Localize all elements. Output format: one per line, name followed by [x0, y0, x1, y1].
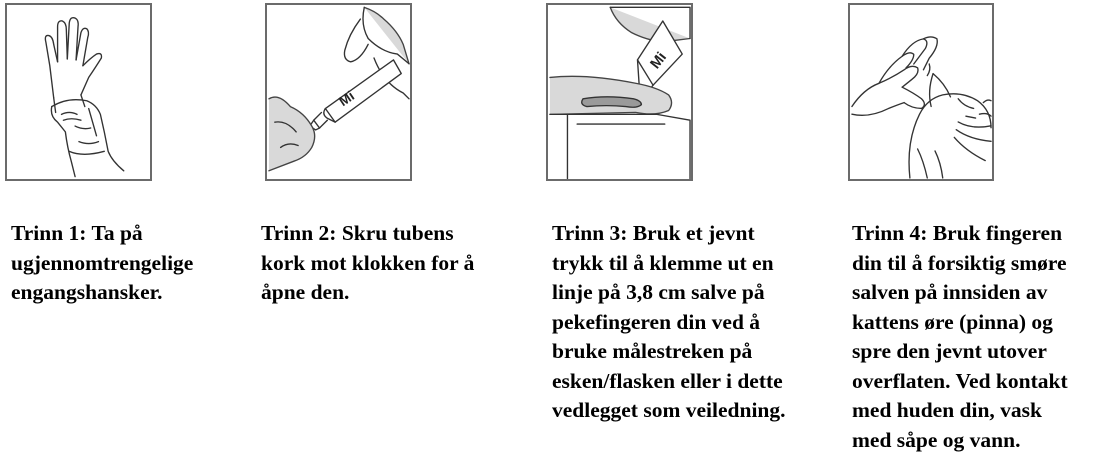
ointment-line-illustration-icon	[548, 5, 691, 179]
step-2-caption: Trinn 2: Skru tubens kork mot klokken for å åpne den.	[261, 221, 475, 304]
svg-text:Mi: Mi	[647, 49, 671, 73]
step-4-image-frame	[848, 3, 994, 181]
step-3-caption: Trinn 3: Bruk et jevnt trykk til å klemme ut en linje på 3,8 cm salve på pekefingeren din ved å bruke målestreken på esken/flasken eller i dette vedlegget som veiledning.	[552, 221, 786, 422]
step-1-caption: Trinn 1: Ta på ugjennomtrengelige engangshansker.	[11, 221, 194, 304]
step-2-image-frame	[265, 3, 412, 181]
svg-text:Mi: Mi	[336, 88, 358, 110]
step-1-image-frame	[5, 3, 152, 181]
step-4-caption: Trinn 4: Bruk fingeren din til å forsiktig smøre salven på innsiden av kattens øre (pinna) og spre den jevnt utover overflaten. Ved kontakt med huden din, vask med såpe og vann.	[852, 221, 1068, 452]
tube-cap-illustration-icon	[267, 5, 410, 179]
glove-hand-illustration-icon	[7, 5, 150, 179]
cat-ear-illustration-icon	[850, 5, 992, 179]
step-3-image-frame	[546, 3, 693, 181]
